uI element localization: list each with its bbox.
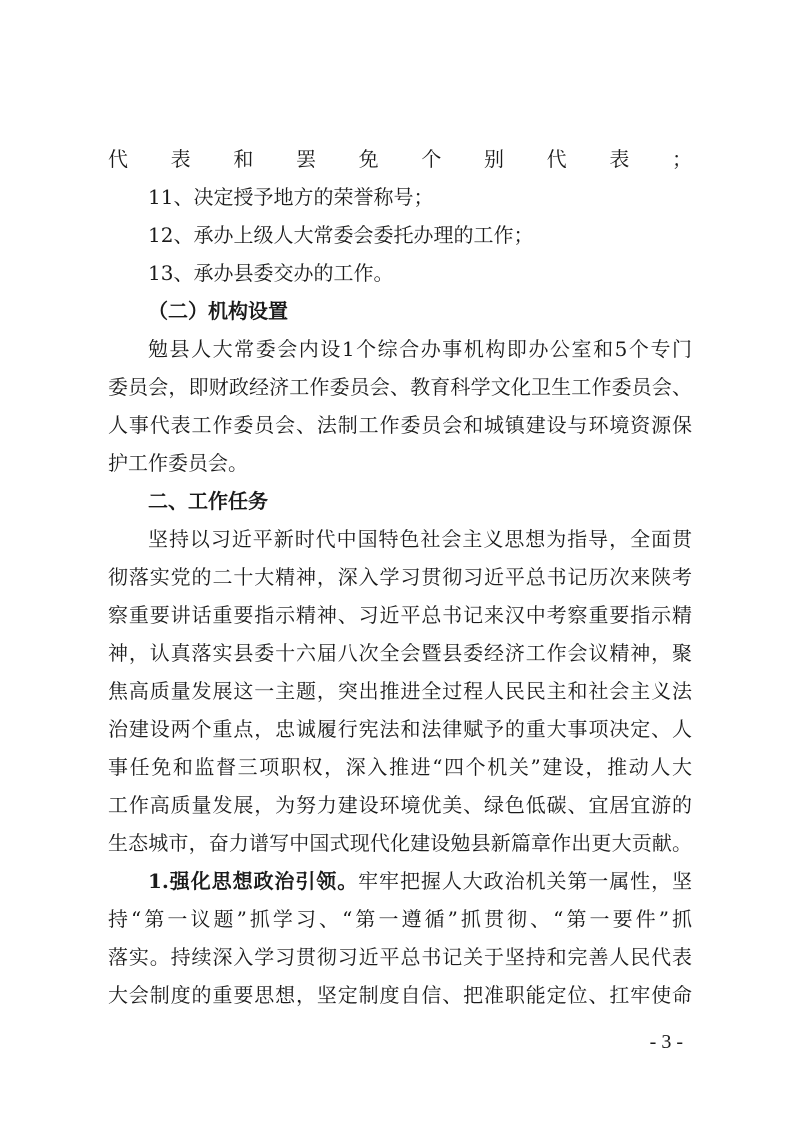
text-line bbox=[108, 748, 692, 786]
text-line bbox=[108, 406, 692, 444]
line-text: 13、承办县委交办的工作。 bbox=[148, 261, 394, 285]
line-text: 委员会，即财政经济工作委员会、教育科学文化卫生工作委员会、 bbox=[108, 375, 692, 399]
line-text: 12、承办上级人大常委会委托办理的工作； bbox=[148, 223, 534, 247]
list-item bbox=[108, 178, 692, 216]
text-line bbox=[108, 596, 692, 634]
line-text: 彻落实党的二十大精神，深入学习贯彻习近平总书记历次来陕考 bbox=[108, 565, 692, 589]
list-item bbox=[108, 254, 692, 292]
text-line bbox=[108, 938, 692, 976]
text-line bbox=[108, 368, 692, 406]
line-text: 治建设两个重点，忠诚履行宪法和法律赋予的重大事项决定、人 bbox=[108, 717, 692, 741]
line-text: 焦高质量发展这一主题，突出推进全过程人民民主和社会主义法 bbox=[108, 679, 692, 703]
heading-text: （二）机构设置 bbox=[148, 299, 288, 323]
text-line bbox=[108, 558, 692, 596]
text-line bbox=[108, 634, 692, 672]
line-text: 生态城市，奋力谱写中国式现代化建设勉县新篇章作出更大贡献。 bbox=[108, 831, 692, 855]
text-line bbox=[108, 444, 692, 482]
line-text: 神，认真落实县委十六届八次全会暨县委经济工作会议精神，聚 bbox=[108, 641, 692, 665]
line-text: 人事代表工作委员会、法制工作委员会和城镇建设与环境资源保 bbox=[108, 413, 692, 437]
text-line bbox=[108, 900, 692, 938]
line-text: 落实。持续深入学习贯彻习近平总书记关于坚持和完善人民代表 bbox=[108, 945, 692, 969]
section-heading bbox=[108, 292, 692, 330]
line-text: 工作高质量发展，为努力建设环境优美、绿色低碳、宜居宜游的 bbox=[108, 793, 692, 817]
line-text: 事任免和监督三项职权，深入推进“四个机关”建设，推动人大 bbox=[108, 755, 692, 779]
text-line bbox=[108, 824, 692, 862]
line-text: 察重要讲话重要指示精神、习近平总书记来汉中考察重要指示精 bbox=[108, 603, 692, 627]
heading-text: 二、工作任务 bbox=[148, 489, 268, 513]
page-number: - 3 - bbox=[649, 1031, 683, 1053]
text-line bbox=[108, 520, 692, 558]
list-item bbox=[108, 216, 692, 254]
text-line bbox=[108, 786, 692, 824]
text-line bbox=[108, 862, 692, 900]
line-text: 代表和罢免个别代表； bbox=[108, 147, 692, 171]
line-text: 持“第一议题”抓学习、“第一遵循”抓贯彻、“第一要件”抓 bbox=[108, 907, 692, 931]
line-text: 大会制度的重要思想，坚定制度自信、把准职能定位、扛牢使命 bbox=[108, 983, 692, 1007]
line-text: 11、决定授予地方的荣誉称号； bbox=[148, 185, 434, 209]
line-text: 牢牢把握人大政治机关第一属性，坚 bbox=[358, 869, 692, 893]
lead-phrase: 1.强化思想政治引领。 bbox=[148, 869, 359, 893]
text-line bbox=[108, 710, 692, 748]
document-body bbox=[108, 140, 692, 1014]
section-heading bbox=[108, 482, 692, 520]
line-text: 坚持以习近平新时代中国特色社会主义思想为指导，全面贯 bbox=[148, 527, 692, 551]
text-line bbox=[108, 140, 692, 178]
text-line bbox=[108, 330, 692, 368]
line-text: 勉县人大常委会内设1个综合办事机构即办公室和5个专门 bbox=[148, 337, 692, 361]
line-text: 护工作委员会。 bbox=[108, 451, 248, 475]
text-line bbox=[108, 976, 692, 1014]
text-line bbox=[108, 672, 692, 710]
